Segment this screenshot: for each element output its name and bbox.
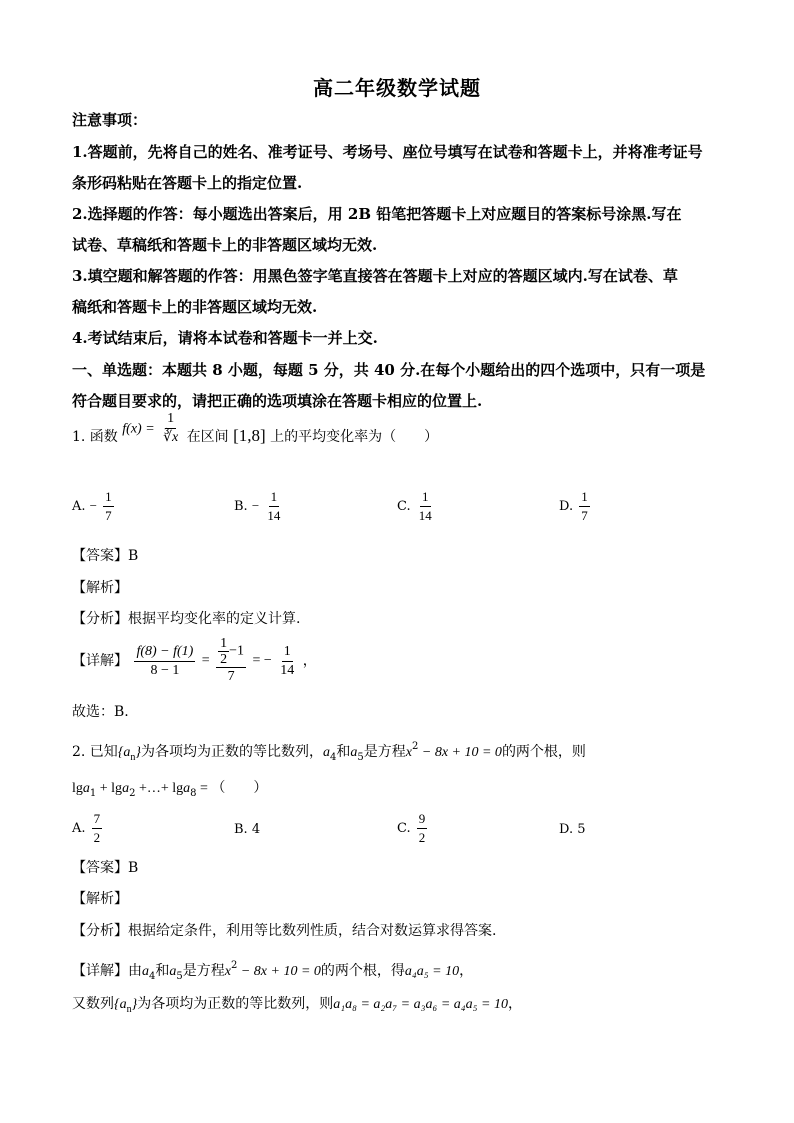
q1-option-c: C. $\frac{1}{14}$ — [397, 489, 432, 523]
notice-line-1b: 条形码粘贴在答题卡上的指定位置. — [72, 174, 303, 192]
q2-option-d: D. 5 — [559, 822, 586, 837]
q1-function-fraction: $\frac{1}{∛x}$ — [163, 410, 179, 445]
q1-choose: 故选：B. — [72, 704, 129, 720]
q2-detail-line-2: 又数列$\{a_n\}$为各项均为正数的等比数列，则a₁a₈ = a₂a₇ = a₃a₆ = a₄a₅ = 10， — [72, 996, 522, 1015]
notice-line-2b: 试卷、草稿纸和答题卡上的非答题区域均无效. — [72, 236, 378, 254]
q2-analysis: 【分析】根据给定条件，利用等比数列性质，结合对数运算求得答案. — [72, 923, 497, 939]
notice-line-4: 4.考试结束后，请将本试卷和答题卡一并上交. — [72, 329, 378, 347]
notice-line-1a: 1.答题前，先将自己的姓名、准考证号、考场号、座位号填写在试卷和答题卡上，并将准考证号 — [72, 143, 703, 161]
q1-detail-compound-fraction: $\frac{1}{2}$ −1 7 — [216, 636, 246, 686]
q2-option-b: B. 4 — [234, 822, 261, 837]
notice-line-2a: 2.选择题的作答：每小题选出答案后，用 2B 铅笔把答题卡上对应题目的答案标号涂黑.写在 — [72, 205, 682, 223]
q2-option-c: C. $\frac{9}{2}$ — [397, 811, 426, 845]
q1-option-b: B. − $\frac{1}{14}$ — [234, 489, 281, 523]
notice-line-3b: 稿纸和答题卡上的非答题区域均无效. — [72, 298, 318, 316]
section-heading-1: 一、单选题：本题共 8 小题，每题 5 分，共 40 分.在每个小题给出的四个选项中，只有一项是 — [72, 361, 706, 379]
section-heading-2: 符合题目要求的，请把正确的选项填涂在答题卡相应的位置上. — [72, 392, 483, 410]
q1-option-a: A. − $\frac{1}{7}$ — [72, 489, 112, 523]
notice-heading: 注意事项： — [72, 111, 148, 129]
question-2-stem-line-1: 2. 已知$\{a_n\}$为各项均为正数的等比数列，$a_4$和$a_5$是方程$x^2 - 8x + 10 = 0$的两个根，则 — [72, 741, 586, 763]
q2-analysis-heading: 【解析】 — [72, 891, 128, 907]
q1-answer: 【答案】B — [72, 548, 139, 564]
question-1-stem: 1. 函数 f(x) = $\frac{1}{∛x}$ 在区间 [1,8] 上的平均变化率为（ ） — [72, 410, 439, 445]
q1-function: f(x) = $\frac{1}{∛x}$ — [122, 410, 179, 445]
q1-detail-fraction: $\frac{f(8) - f(1)}{8 - 1}$ — [136, 643, 194, 678]
q1-analysis: 【分析】根据平均变化率的定义计算. — [72, 611, 301, 627]
q1-prefix: 1. 函数 — [72, 429, 118, 445]
q1-detail: 【详解】 $\frac{f(8) - f(1)}{8 - 1}$ = $\frac{1}{2}$ −1 7 = − $\frac{1}{14}$ ， — [72, 636, 317, 684]
q2-detail-line-1: 【详解】由$a_4$和$a_5$是方程$x^2 - 8x + 10 = 0$的两个根，得a₄a₅ = 10， — [72, 960, 474, 982]
q2-answer: 【答案】B — [72, 860, 139, 876]
q2-option-a: A. $\frac{7}{2}$ — [72, 811, 101, 845]
q1-option-d: D. $\frac{1}{7}$ — [559, 489, 588, 523]
notice-line-3a: 3.填空题和解答题的作答：用黑色签字笔直接答在答题卡上对应的答题区域内.写在试卷、草 — [72, 267, 678, 285]
q1-analysis-heading: 【解析】 — [72, 580, 128, 596]
question-2-stem-line-2: lga$_1$ + lga$_2$ +…+ lga$_8$ = （ ） — [72, 781, 268, 799]
q1-interval: [1,8] — [233, 426, 266, 445]
page-title: 高二年级数学试题 — [313, 76, 481, 100]
